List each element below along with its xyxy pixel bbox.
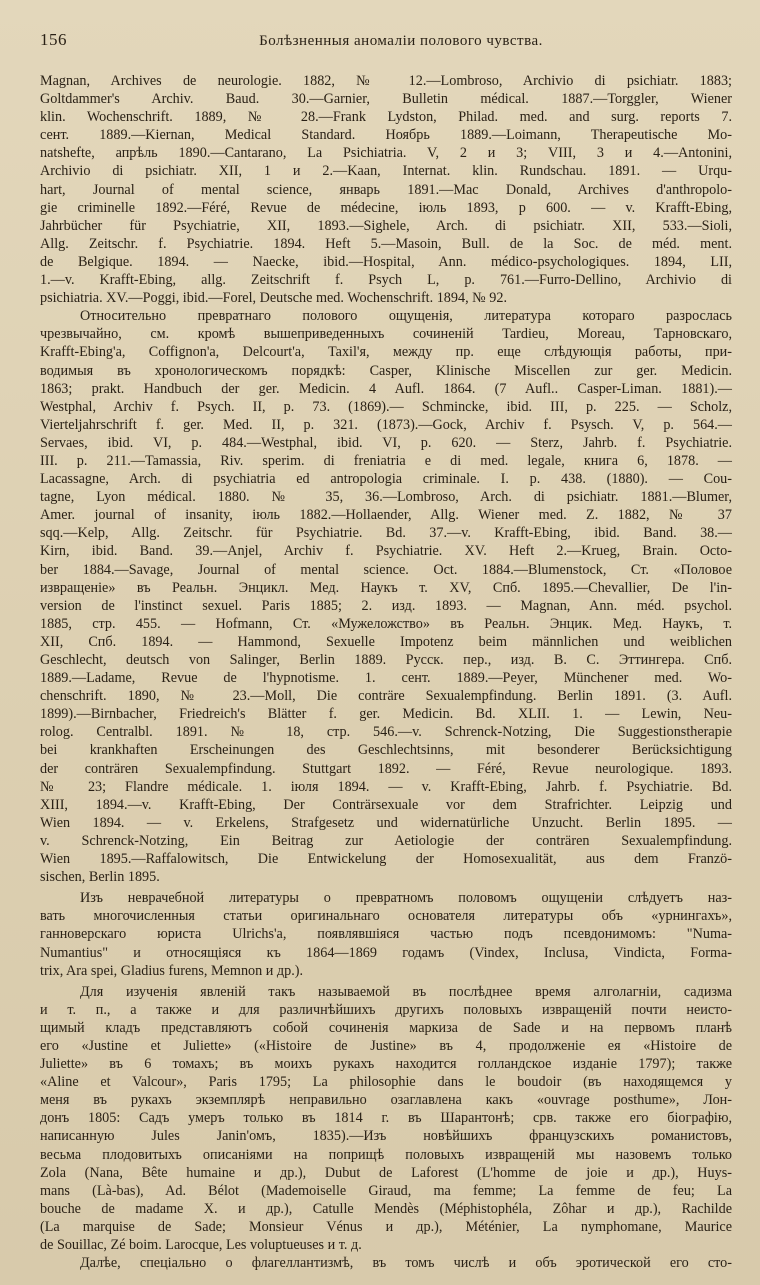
text-line: Juliette» въ 6 томахъ; въ моихъ рукахъ находится голландское изданіе 1797); также: [40, 1056, 732, 1073]
page-header: [40, 30, 732, 56]
running-title: Болѣзненныя аномаліи полового чувства.: [259, 33, 543, 49]
text-line: 1.—v. Krafft-Ebing, allg. Zeitschrift f. Psych L, p. 761.—Furro-Dellino, Archivio di: [40, 272, 732, 289]
text-line: Для изученія явленій такъ называемой въ послѣднее время алголагніи, садизма: [80, 983, 732, 1000]
text-line: Изъ неврачебной литературы о превратномъ половомъ ощущеніи слѣдуетъ наз-: [80, 890, 732, 907]
body-text: [40, 72, 732, 1272]
text-line: Servaes, ibid. VI, p. 484.—Westphal, ibid. VI, p. 620. — Sterz, Jahrb. f. Psychiatrie.: [40, 434, 732, 451]
text-line: «Aline et Valcour», Paris 1795; La philosophie dans le boudoir (въ находящемся у: [40, 1074, 732, 1091]
text-line: написанную Jules Janin'омъ, 1835).—Изъ новѣйшихъ французскихъ романистовъ,: [40, 1128, 732, 1145]
text-line: Geschlecht, deutsch von Salinger, Berlin 1889. Русск. пер., изд. В. С. Эттингера. Спб.: [40, 652, 732, 668]
text-line: sischen, Berlin 1895.: [40, 869, 160, 886]
text-line: Kirn, ibid. Band. 39.—Anjel, Archiv f. Psychiatrie. XV. Heft 2.—Krueg, Brain. Octo-: [40, 543, 732, 560]
text-line: водимыя въ хронологическомъ порядкѣ: Casper, Klinische Miscellen zur ger. Medicin.: [40, 362, 732, 379]
text-line: tagne, Lyon médical. 1880. № 35, 36.—Lombroso, Arch. di psichiatr. 1881.—Blumer,: [40, 489, 732, 506]
text-line: rolog. Centralbl. 1891. № 18, стр. 546.—v. Schrenck-Notzing, Die Suggestionstherapie: [40, 724, 732, 741]
text-line: bouche de madame X. и др.), Catulle Mendès (Méphistophéla, Zôhar и др.), Rachilde: [40, 1200, 732, 1217]
text-line: весьма плодовитыхъ описаніями на поприщѣ половыхъ извращеній мы назовемъ только: [40, 1146, 732, 1163]
text-line: 1885, стр. 455. — Hofmann, Ст. «Мужеложство» въ Реальн. Энцик. Мед. Наукъ, т.: [40, 615, 732, 632]
text-line: меня въ рукахъ экземплярѣ неправильно озаглавлена какъ «ouvrage posthume», Лон-: [40, 1092, 732, 1109]
text-line: Allg. Zeitschr. f. Psychiatrie. 1894. Heft 5.—Masoin, Bull. de la Soc. de méd. ment.: [40, 235, 732, 252]
text-line: ber 1884.—Savage, Journal of mental science. Oct. 1884.—Blumenstock, Ст. «Половое: [40, 561, 732, 578]
text-line: извращеніе» въ Реальн. Энцикл. Мед. Наукъ т. XV, Спб. 1895.—Chevallier, De l'in-: [40, 579, 732, 596]
page-number: 156: [40, 30, 67, 49]
text-line: Goltdammer's Archiv. Baud. 30.—Garnier, Bulletin médical. 1887.—Torggler, Wiener: [40, 91, 732, 108]
text-line: Archivio di psichiatr. XII, 1 и 2.—Kaan, Internat. klin. Rundschau. 1891. — Urqu-: [40, 163, 732, 180]
text-line: 1863; prakt. Handbuch der ger. Medicin. 4 Aufl. 1864. (7 Aufl.. Casper-Liman. 1881).—: [40, 380, 732, 397]
text-line: Далѣе, спеціально о флагеллантизмѣ, въ томъ числѣ и объ эротической его сто-: [80, 1255, 732, 1272]
text-line: Westphal, Archiv f. Psych. II, p. 73. (1869).— Schmincke, ibid. III, p. 225. — Scholz,: [40, 398, 732, 415]
text-line: щимый кладъ представляютъ собой сочиненія маркиза de Sade и на первомъ планѣ: [40, 1019, 732, 1036]
text-line: Относительно превратнаго полового ощущенія, литература котораго разрослась: [80, 308, 732, 325]
text-line: III. p. 211.—Tamassia, Riv. sperim. di freniatria e di med. legale, книга 6, 1878. —: [40, 452, 732, 469]
text-line: natshefte, апрѣль 1890.—Cantarano, La Psichiatria. V, 2 и 3; VIII, 3 и 4.—Antonini,: [40, 145, 732, 162]
text-line: сент. 1889.—Kiernan, Medical Standard. Ноябрь 1889.—Loimann, Therapeutische Mo-: [40, 127, 732, 144]
text-line: Lacassagne, Arch. di psychiatria ed antropologia criminale. I. p. 438. (1880). — Cou-: [40, 471, 732, 488]
text-line: Krafft-Ebing'а, Coffignon'а, Delcourt'а, Taxil'я, между пр. еще слѣдующія работы, при-: [40, 344, 732, 361]
text-line: № 23; Flandre médicale. 1. іюля 1894. — v. Krafft-Ebing, Jahrb. f. Psychiatrie. Bd.: [40, 778, 732, 795]
text-line: 1889.—Ladame, Revue de l'hypnotisme. 1. сент. 1889.—Peyer, Münchener med. Wo-: [40, 670, 732, 687]
text-line: psichiatria. XV.—Poggi, ibid.—Forel, Deutsche med. Wochenschrift. 1894, № 92.: [40, 290, 507, 307]
text-line: Jahrbücher für Psychiatrie, XII, 1893.—Sighele, Arch. di psichiatr. XII, 533.—Sioli,: [40, 217, 732, 234]
text-line: Wien 1895.—Raffalowitsch, Die Entwickelung der Homosexualität, aus dem Franzö-: [40, 851, 732, 868]
text-line: его «Justine et Juliette» («Histoire de Justine» въ 4, продолженіе ея «Histoire de: [40, 1037, 732, 1054]
text-line: chenschrift. 1890, № 23.—Moll, Die conträre Sexualempfindung. Berlin 1891. (3. Aufl.: [40, 688, 732, 705]
text-line: и т. п., а также и для различнѣйшихъ другихъ половыхъ извращеній почти неисто-: [40, 1001, 732, 1018]
text-line: gie criminelle 1892.—Féré, Revue de médecine, іюль 1893, p 600. — v. Krafft-Ebing,: [40, 199, 732, 216]
text-line: Numantius" и относящіяся къ 1864—1869 годамъ (Vindex, Inclusa, Vindicta, Forma-: [40, 944, 732, 961]
text-line: v. Schrenck-Notzing, Ein Beitrag zur Aetiologie der conträren Sexualempfindung.: [40, 832, 732, 849]
text-line: bei krankhaften Erscheinungen des Geschlechtsinns, mit besonderer Berücksichtigung: [40, 742, 732, 759]
text-line: de Souillac, Zé boim. Larocque, Les voluptueuses и т. д.: [40, 1237, 362, 1253]
text-line: (La marquise de Sade; Monsieur Vénus и др.), Méténier, La nymphomane, Maurice: [40, 1218, 732, 1235]
text-line: ганноверскаго юриста Ulrichs'а, появлявшіяся частью подъ псевдонимомъ: "Numa-: [40, 926, 732, 943]
text-line: XII, Спб. 1894. — Hammond, Sexuelle Impotenz beim männlichen und weiblichen: [40, 633, 732, 650]
text-line: Wien 1894. — v. Erkelens, Strafgesetz und widernatürliche Unzucht. Berlin 1895. —: [40, 814, 732, 831]
text-line: Amer. journal of insanity, іюль 1882.—Hollaender, Allg. Wiener med. Z. 1882, № 37: [40, 507, 732, 524]
text-line: Vierteljahrschrift f. ger. Med. II, p. 321. (1873).—Gock, Archiv f. Psysch. V, p. 564.—: [40, 416, 732, 433]
text-line: version de l'instinct sexuel. Paris 1885; 2. изд. 1893. — Magnan, Ann. méd. psychol.: [40, 597, 732, 614]
text-line: 1899).—Birnbacher, Friedreich's Blätter f. ger. Medicin. Bd. XLII. 1. — Lewin, Neu-: [40, 706, 732, 723]
text-line: Magnan, Archives de neurologie. 1882, № 12.—Lombroso, Archivio di psichiatr. 1883;: [40, 73, 732, 89]
text-line: mans (Là-bas), Ad. Bélot (Mademoiselle Giraud, ma femme; La femme de feu; La: [40, 1182, 732, 1199]
text-line: hart, Journal of mental science, январь 1891.—Mac Donald, Archives d'anthropolo-: [40, 181, 732, 198]
text-line: вать многочисленныя статьи оригинальнаго основателя литературы объ «урнингахъ»,: [40, 908, 732, 925]
text-line: de Belgique. 1894. — Naecke, ibid.—Hospital, Ann. médico-psychologiques. 1894, LII,: [40, 253, 732, 270]
text-line: trix, Ara spei, Gladius furens, Memnon и др.).: [40, 962, 304, 979]
text-line: sqq.—Kelp, Allg. Zeitschr. für Psychiatrie. Bd. 37.—v. Krafft-Ebing, ibid. Band. 38.—: [40, 525, 732, 542]
text-line: XIII, 1894.—v. Krafft-Ebing, Der Conträrsexuale vor dem Strafrichter. Leipzig und: [40, 796, 732, 813]
text-line: чрезвычайно, см. кромѣ вышеприведенныхъ сочиненій Tardieu, Moreau, Тарновскаго,: [40, 326, 732, 343]
text-line: der conträren Sexualempfindung. Stuttgart 1892. — Féré, Revue neurologique. 1893.: [40, 760, 732, 777]
text-line: Zola (Nana, Bête humaine и др.), Dubut de Laforest (L'homme de joie и др.), Huys-: [40, 1164, 732, 1181]
text-line: донъ 1805: Садъ умеръ только въ 1814 г. въ Шарантонѣ; срв. также его біографію,: [40, 1110, 732, 1127]
text-line: klin. Wochenschrift. 1889, № 28.—Frank Lydston, Philad. med. and surg. reports 7.: [40, 109, 732, 126]
